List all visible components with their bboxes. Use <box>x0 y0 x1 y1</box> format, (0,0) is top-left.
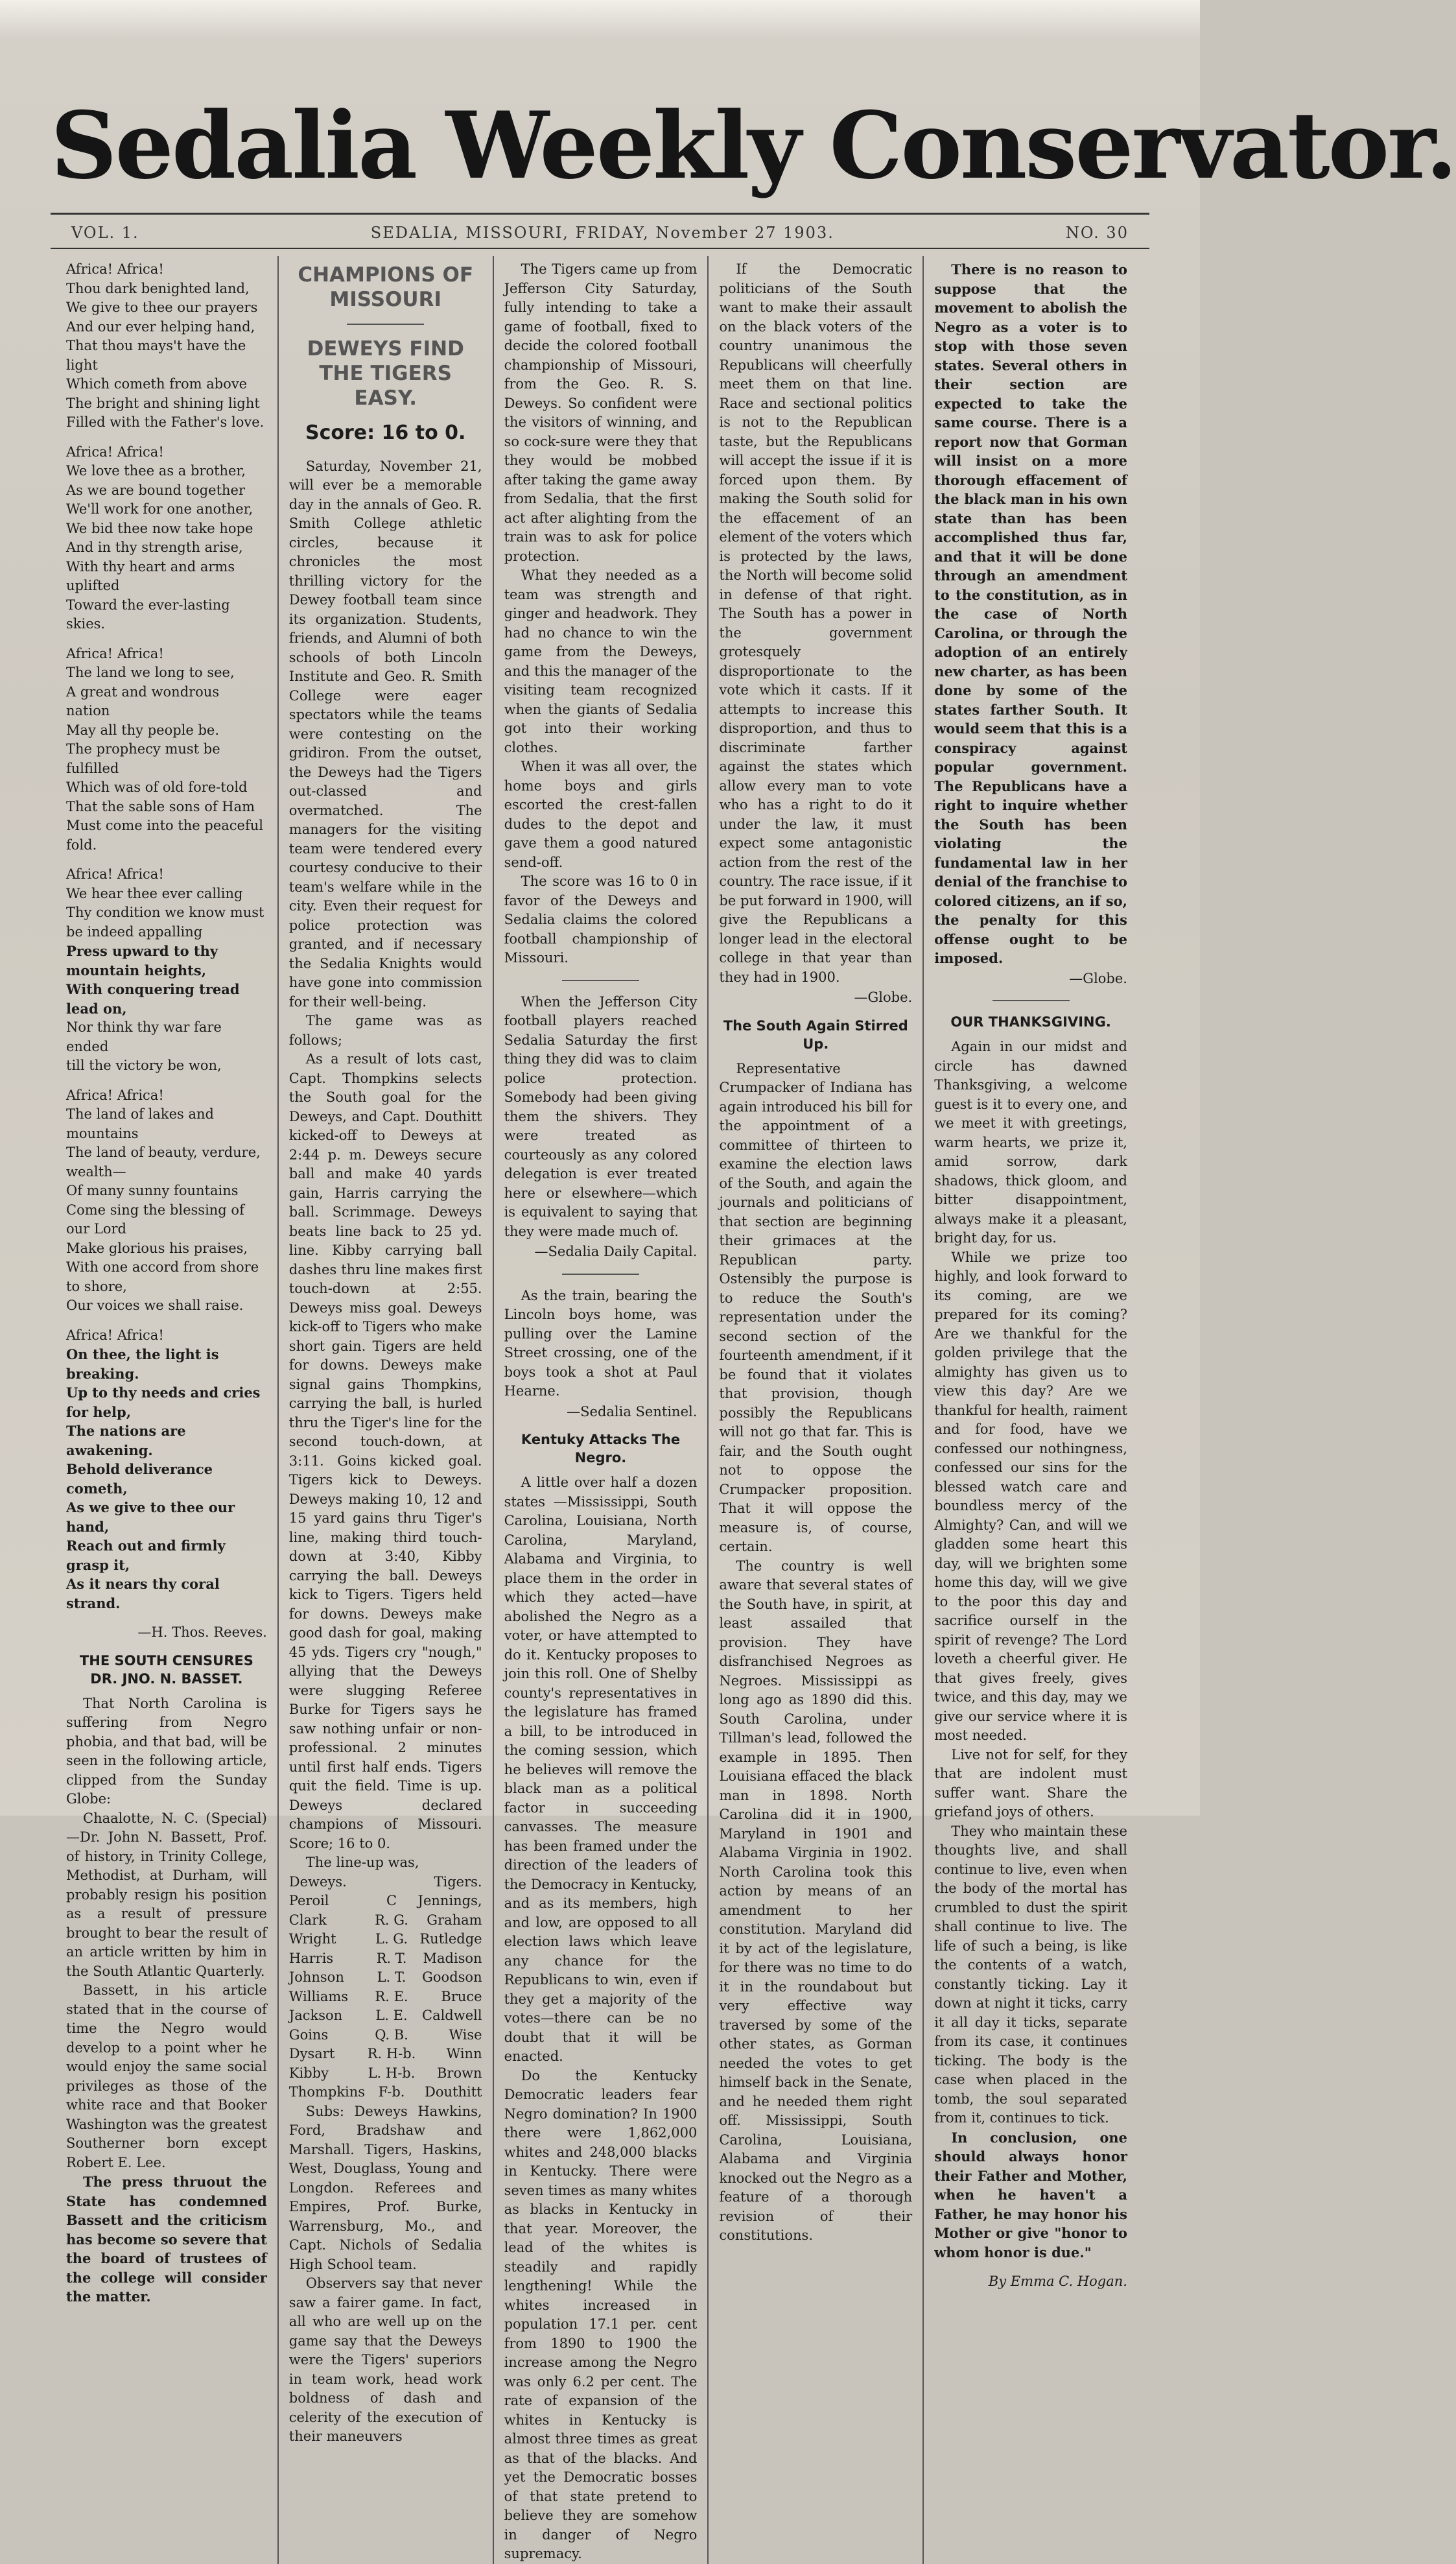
article-paragraph: Subs: Deweys Hawkins, Ford, Bradshaw and Marshall. Tigers, Haskins, West, Douglass, Young and Longdon. Referees and Empires, Prof. Burke, Warrensburg, Mo., and Capt. Nichols of Sedalia High School team. <box>288 2103 482 2272</box>
poem-line: May all thy people be. <box>66 722 220 738</box>
poem-line: And our ever helping hand, <box>66 318 255 335</box>
poem-line: On thee, the light is breaking. <box>66 1346 219 1382</box>
poem-line: We bid thee now take hope <box>66 520 253 536</box>
poem-line: With one accord from shore to shore, <box>66 1259 259 1294</box>
poem-line: The land we long to see, <box>66 665 235 680</box>
article-paragraph: As the train, bearing the Lincoln boys home, was pulling over the Lamine Street crossing, one of the boys took a shot at Paul Hearne. <box>504 1287 698 1399</box>
lineup-cell: L. T. <box>377 1969 406 1985</box>
poem-line: We'll work for one another, <box>66 501 253 517</box>
lineup-cell: Brown <box>436 2065 482 2081</box>
poem-line: We give to thee our prayers <box>66 300 258 315</box>
article-paragraph: Observers say that never saw a fairer game. In fact, all who are well up on the game say that the Deweys were the Tigers' superiors in team work, head work boldness of dash and celerity of the execution of their maneuvers <box>288 2275 482 2444</box>
article-paragraph: When the Jefferson City football players reached Sedalia Saturday the first thing they did was to claim police protection. Somebody had been giving them the shivers. They were treated as courteously as any colored delegation is ever treated here or elsewhere—which is equivalent to saying that they were made much of. <box>504 993 698 1239</box>
lineup-row <box>289 2045 482 2064</box>
article-paragraph: What they needed as a team was strength and ginger and headwork. They had no chance to win the game from the Deweys, and this the manager of the visiting team recognized when the giants of Sedalia got into their working clothes. <box>504 567 698 755</box>
lineup-cell: Tigers. <box>434 1873 482 1890</box>
lineup-row <box>289 1988 482 2007</box>
lineup-cell: Peroil <box>288 1893 329 1908</box>
article-paragraph: Bassett, in his article stated that in the course of time the Negro would develop to a point wher he would enjoy the same social privileges as those of the white race and that Booker Washington was the greatest Southerner born except Robert E. Lee. <box>66 1982 267 2170</box>
lineup-row <box>289 2083 482 2102</box>
lineup-cell: Goins <box>288 2026 329 2043</box>
lineup-cell: Dysart <box>288 2046 335 2061</box>
lineup-row <box>289 2026 482 2045</box>
article-paragraph: In conclusion, one should always honor their Father and Mother, when he haven't a Father, he may honor his Mother or give "honor to whom honor is due." <box>934 2129 1127 2261</box>
article-paragraph: There is no reason to suppose that the movement to abolish the Negro as a voter is to stop with those seven states. Several others in their section are expected to take the same course. There is a report now that Gorman will insist on a more thorough effacement of the black man in his own state than has been accomplished thus far, and that it will be done through an amendment to the constitution, as in the case of North Carolina, or through the adoption of an entirely new charter, as has been done by some of the states farther South. It would seem that this is a conspiracy against popular government. The Republicans have a right to inquire whether the South has been violating the fundamental law in her denial of the franchise to colored citizens, an if so, the penalty for this offense ought to be imposed. <box>934 261 1127 966</box>
lineup-cell: Jennings, <box>417 1893 482 1908</box>
lineup-cell: L. H-b. <box>368 2065 416 2081</box>
lineup-row <box>289 1911 482 1930</box>
poem-line: Filled with the Father's love. <box>66 414 264 430</box>
column-4 <box>707 256 922 2564</box>
column-1 <box>62 256 277 2564</box>
kentucky-signature: —Globe. <box>854 990 913 1005</box>
article-paragraph: Saturday, November 21, will ever be a memorable day in the annals of Geo. R. Smith College athletic circles, because it chronicles the most thrilling victory for the Dewey football team since its organization. Students, friends, and Alumni of both schools of both Lincoln Institute and Geo. R. Smith College were eager spectators while the teams were contesting on the gridiron. From the outset, the Deweys had the Tigers out-classed and overmatched. The managers for the visiting team were tendered every courtesy conducive to their team's welfare while in the city. Even their request for police protection was granted, and if necessary the Sedalia Knights would have gone into commission for their well-being. <box>288 458 482 1010</box>
poem-line: Press upward to thy mountain heights, <box>66 943 218 979</box>
lineup-cell: Deweys. <box>288 1873 347 1890</box>
article-paragraph: Do the Kentucky Democratic leaders fear Negro domination? In 1900 there were 1,862,000 whites and 248,000 blacks in Kentucky. There were seven times as many whites as blacks in Kentucky in that year. Moreover, the lead of the whites is steadily and rapidly lengthening! While the whites increased in population 17.1 per. cent from 1890 to 1900 the increase among the Negro was only 6.2 per cent. The rate of expansion of the whites in Kentucky is almost three times as great as that of the blacks. And yet the Democratic bosses of that state pretend to believe they are somehow in danger of Negro supremacy. <box>504 2067 698 2561</box>
thanksgiving-byline: By Emma C. Hogan. <box>988 2273 1127 2289</box>
masthead-rule-top <box>51 213 1149 215</box>
poem-line: With conquering tread lead on, <box>66 981 240 1017</box>
poem-line: Must come into the peaceful fold. <box>66 818 263 853</box>
stirred-signature: —Globe. <box>1069 970 1127 986</box>
article-divider <box>992 1000 1070 1001</box>
lineup-cell: Q. B. <box>375 2026 408 2043</box>
lineup-cell: Harris <box>288 1950 334 1966</box>
lineup-header-row <box>289 1873 482 1892</box>
poem-line: With thy heart and arms uplifted <box>66 558 235 593</box>
poem-line: Nor think thy war fare ended <box>66 1019 222 1054</box>
lineup-cell: Graham <box>427 1912 482 1928</box>
poem-line: And in thy strength arise, <box>66 540 243 555</box>
lineup-cell <box>367 1873 416 1892</box>
article-paragraph: The score was 16 to 0 in favor of the Deweys and Sedalia claims the colored football championship of Missouri. <box>504 873 698 966</box>
poem-line: We hear thee ever calling <box>66 885 243 901</box>
poem-line: Africa! Africa! <box>66 1087 164 1103</box>
article-paragraph: A little over half a dozen states —Mississippi, South Carolina, Louisiana, North Carolina, Maryland, Alabama and Virginia, to place them in the order in which they acted—have abolished the Negro as a voter, or have attempted to do it. Kentucky proposes to join this roll. One of Shelby county's representatives in the legislature has framed a bill, to be introduced in the coming session, which he believes will remove the black man as a political factor in succeeding canvasses. The measure has been framed under the direction of the leaders of the Democracy in Kentucky, and as its members, high and low, are opposed to all election laws which leave any chance for the Republicans to win, even if they get a majority of the votes—there can be no doubt that it will be enacted. <box>504 1475 698 2064</box>
poem-line: Our voices we shall raise. <box>66 1298 244 1313</box>
poem-line: Toward the ever-lasting skies. <box>66 597 230 632</box>
poem-line: That thou mays't have the light <box>66 338 246 373</box>
article-paragraph: The game was as follows; <box>288 1013 482 1048</box>
lineup-cell: R. E. <box>375 1988 408 2004</box>
poem-stanza <box>66 443 267 634</box>
lineup-row <box>289 1968 482 1988</box>
champions-score: Score: 16 to 0. <box>305 421 466 444</box>
poem-line: We love thee as a brother, <box>66 463 246 479</box>
lineup-cell: R. G. <box>375 1912 408 1928</box>
masthead-title: Sedalia Weekly Conservator. <box>51 92 1456 200</box>
article-paragraph: The press thruout the State has condemned Bassett and the criticism has become so severe that the board of trustees of the college will consider the matter. <box>66 2174 267 2305</box>
dateline <box>71 221 1129 244</box>
lineup-cell: C <box>386 1893 397 1908</box>
poem-line: Thou dark benighted land, <box>66 280 250 296</box>
poem-line: That the sable sons of Ham <box>66 798 255 814</box>
lineup-cell: Rutledge <box>419 1931 482 1947</box>
poem-line: Make glorious his praises, <box>66 1240 248 1256</box>
article-paragraph: As a result of lots cast, Capt. Thompkins selects the South goal for the Deweys, and Capt. Douthitt kicked-off to Deweys at 2:44 p. m. Deweys secure ball and make 40 yards gain, Harris carrying the ball. Scrimmage. Deweys beats line back to 25 yd. line. Kibby carrying ball dashes thru line makes first touch-down at 2:55. Deweys miss goal. Deweys kick-off to Tigers who make short gain. Tigers are held for downs. Deweys make signal gains Thompkins, carrying the ball, is hurled thru the Tiger's line for the second touch-down, at 3:11. Goins kicked goal. Tigers kick to Deweys. Deweys making 10, 12 and 15 yard gains thru Tiger's line, making third touch-down at 3:40, Kibby carrying the ball. Deweys kick to Tigers. Tigers held for downs. Deweys make good dash for goal, making 45 yds. Tigers cry "nough," allying that the Deweys were slugging Referee Burke for Tigers says he saw nothing unfair or non-professional. 2 minutes until first half ends. Tigers quit the field. Time is up. Deweys declared champions of Missouri. Score; 16 to 0. <box>288 1051 482 1851</box>
lineup-cell: Thompkins <box>288 2084 366 2100</box>
lineup-cell: L. E. <box>375 2008 408 2023</box>
poem-line: Africa! Africa! <box>66 645 164 661</box>
poem-line: As we give to thee our hand, <box>66 1499 235 1535</box>
column-2 <box>277 256 493 2564</box>
poem-line: The nations are awakening. <box>66 1423 186 1458</box>
article-paragraph: Chaalotte, N. C. (Special)—Dr. John N. Bassett, Prof. of history, in Trinity College, Methodist, at Durham, will probably resign his position as a result of pressure brought to bear the result of an article written by him in the South Atlantic Quarterly. <box>66 1810 267 1979</box>
lineup-row <box>289 1949 482 1969</box>
poem-line: The prophecy must be fulfilled <box>66 741 220 776</box>
lineup-cell: Wise <box>449 2026 482 2043</box>
poem-line: Africa! Africa! <box>66 1327 164 1343</box>
thanksgiving-headline: OUR THANKSGIVING. <box>950 1014 1111 1030</box>
poem-line: Reach out and firmly grasp it, <box>66 1537 226 1573</box>
champions-headline: CHAMPIONS OF MISSOURI <box>298 263 474 311</box>
poem-stanza <box>66 260 267 433</box>
poem-line: As it nears thy coral strand. <box>66 1576 220 1611</box>
poem-line: Behold deliverance cometh, <box>66 1461 213 1497</box>
lineup-cell: R. H-b. <box>367 2046 416 2061</box>
article-paragraph: Representative Crumpacker of Indiana has again introduced his bill for the appointment of a committee of thirteen to examine the election laws of the South, and again the journals and politicians of that section are beginning their grimaces at the Republican party. Ostensibly the purpose is to reduce the South's representation under the second section of the fourteenth amendment, if it be found that it violates that provision, though possibly the Republicans will not go that far. This is fair, and the South ought not to oppose the Crumpacker proposition. That it will oppose the measure is, of course, certain. <box>719 1060 913 1554</box>
lineup-cell: Bruce <box>441 1988 482 2004</box>
lineup-cell: Jackson <box>288 2008 343 2023</box>
lineup-cell: Kibby <box>288 2065 329 2081</box>
article-paragraph: The Tigers came up from Jefferson City Saturday, fully intending to take a game of football, fixed to decide the colored football championship of Missouri, from the Geo. R. S. Deweys. So confident were the visitors of winning, and so cock-sure were they that they would be mobbed after taking the game away from Sedalia, that the first act after alighting from the train was to ask for police protection. <box>504 261 698 564</box>
article-paragraph: Live not for self, for they that are indolent must suffer want. Share the griefand joys of others. <box>934 1746 1127 1820</box>
lineup-cell: Goodson <box>422 1969 482 1985</box>
article-columns <box>62 256 1138 2561</box>
lineup-cell: Winn <box>446 2046 482 2061</box>
lineup-cell: Johnson <box>288 1969 344 1985</box>
article-paragraph: That North Carolina is suffering from Negro phobia, and that bad, will be seen in the following article, clipped from the Sunday Globe: <box>66 1695 267 1807</box>
lineup-row <box>289 1892 482 1911</box>
poem-line: The land of lakes and mountains <box>66 1106 214 1141</box>
lineup-cell: Clark <box>288 1912 327 1928</box>
kentucky-headline: Kentuky Attacks The Negro. <box>521 1432 681 1466</box>
lineup-row <box>289 2064 482 2083</box>
poem-line: till the victory be won, <box>66 1058 222 1073</box>
column-3 <box>493 256 708 2564</box>
poem-line: Come sing the blessing of our Lord <box>66 1202 244 1237</box>
daily-capital-signature: —Sedalia Daily Capital. <box>534 1244 698 1259</box>
poem-line: A great and wondrous nation <box>66 683 220 718</box>
poem-stanza <box>66 1086 267 1316</box>
poem-stanza <box>66 1326 267 1613</box>
place-date: SEDALIA, MISSOURI, FRIDAY, November 27 1903. <box>370 224 834 242</box>
poem-line: The land of beauty, verdure, wealth— <box>66 1145 261 1180</box>
poem-line: Which cometh from above <box>66 376 248 392</box>
lineup-cell: F-b. <box>378 2084 405 2100</box>
poem-line: Which was of old fore-told <box>66 779 248 795</box>
lineup-cell: Caldwell <box>422 2008 482 2023</box>
article-paragraph: If the Democratic politicians of the South want to make their assault on the black voters of the country unanimous the Republicans will cheerfully meet them on that line. Race and sectional politics is not to the Republican taste, but the Republicans will accept the issue if it is forced upon them. By making the South solid for the effacement of an element of the voters which is protected by the laws, the North will become solid in defense of that right. The South has a power in the government grotesquely disproportionate to the vote which it casts. If it attempts to increase this disproportion, and thus to discriminate farther against the states which allow every man to vote who has a right to do it under the law, it must expect some antagonistic action from the rest of the country. The race issue, if it be put forward in 1900, will give the Republicans a longer lead in the electoral college in that year than they had in 1900. <box>719 261 913 985</box>
masthead-rule-bottom <box>51 248 1149 249</box>
lineup-row <box>289 2006 482 2026</box>
poem-line: Africa! Africa! <box>66 261 164 277</box>
headline-divider <box>347 324 424 325</box>
poem-line: Of many sunny fountains <box>66 1183 239 1198</box>
lineup-table <box>289 1873 482 2102</box>
sentinel-signature: —Sedalia Sentinel. <box>567 1403 698 1419</box>
article-paragraph: They who maintain these thoughts live, and shall continue to live, even when the body of the mortal has crumbled to dust the spirit shall continue to live. The life of such a being, is like the contents of a watch, constantly ticking. Lay it down at night it ticks, carry it all day it ticks, separate from its case, it continues ticking. The body is the case when placed in the tomb, the soul separated from it, continues to tick. <box>934 1823 1127 2126</box>
poem-stanza <box>66 645 267 855</box>
article-paragraph: The country is well aware that several states of the South have, in spirit, at least assailed that provision. They have disfranchised Negroes as Negroes. Mississippi as long ago as 1890 did this. South Carolina, under Tillman's lead, followed the example in 1895. Then Louisiana effaced the black man in 1898. North Carolina did it in 1900, Maryland in 1901 and Alabama Virginia in 1902. North Carolina took this action by means of an amendment to her constitution. Maryland did it by act of the legislature, for there was no time to do it in the roundabout but very effective way traversed by some of the other states, as Gorman needed the votes to get himself back in the Senate, and he needed them right off. Mississippi, South Carolina, Louisiana, Alabama and Virginia knocked out the Negro as a feature of a thorough revision of their constitutions. <box>719 1558 913 2243</box>
south-censures-headline: THE SOUTH CENSURES DR. JNO. N. BASSET. <box>79 1652 253 1687</box>
poem-line: Africa! Africa! <box>66 866 164 882</box>
south-censures-article <box>66 1694 267 2307</box>
lineup-cell: R. T. <box>376 1950 407 1966</box>
africa-poem <box>66 260 267 1643</box>
poem-line: The bright and shining light <box>66 395 260 411</box>
lineup-cell: Wright <box>288 1931 336 1947</box>
poem-line: Up to thy needs and cries for help, <box>66 1384 261 1420</box>
lineup-row <box>289 1930 482 1949</box>
article-paragraph: Again in our midst and circle has dawned Thanksgiving, a welcome guest is it to every one, and we meet it with greetings, warm hearts, we prize it, amid sorrow, dark shadows, thick gloom, and bitter disappointment, always make it a pleasant, bright day, for us. <box>934 1039 1127 1246</box>
poem-stanza <box>66 865 267 1076</box>
issue-number: NO. 30 <box>1065 224 1129 242</box>
article-divider <box>562 1274 639 1275</box>
article-paragraph: The line-up was, <box>305 1855 419 1870</box>
article-divider <box>562 980 639 981</box>
article-paragraph: When it was all over, the home boys and girls escorted the crest-fallen dudes to the depot and gave them a good natured send-off. <box>504 759 698 870</box>
lineup-cell: Douthitt <box>425 2084 482 2100</box>
poem-signature: —H. Thos. Reeves. <box>137 1624 267 1640</box>
champions-subhead: DEWEYS FIND THE TIGERS EASY. <box>307 337 464 410</box>
poem-line: Thy condition we know must be indeed appalling <box>66 905 264 940</box>
lineup-cell: Madison <box>423 1950 482 1966</box>
lineup-cell: L. G. <box>375 1931 408 1947</box>
stirred-headline: The South Again Stirred Up. <box>723 1017 908 1052</box>
poem-line: Africa! Africa! <box>66 444 164 460</box>
column-5 <box>922 256 1138 2564</box>
volume-label: VOL. 1. <box>71 224 139 242</box>
lineup-cell: Williams <box>288 1988 349 2004</box>
poem-line: As we are bound together <box>66 482 245 498</box>
article-paragraph: While we prize too highly, and look forward to its coming, are we prepared for its coming? Are we thankful for the golden privilege that the almighty has given us to view this day? Are we thankful for health, raiment and for food, have we confessed our nothingness, confessed our sins for the blessed watch care and boundless mercy of the Almighty? Can, and will we gladden some heart this day, will we brighten some home this day, will we give to the poor this day and sacrifice ourself in the spirit of revenge? The Lord loveth a cheerful giver. He that gives freely, gives twice, and this day, may we give our service where it is most needed. <box>934 1249 1127 1743</box>
